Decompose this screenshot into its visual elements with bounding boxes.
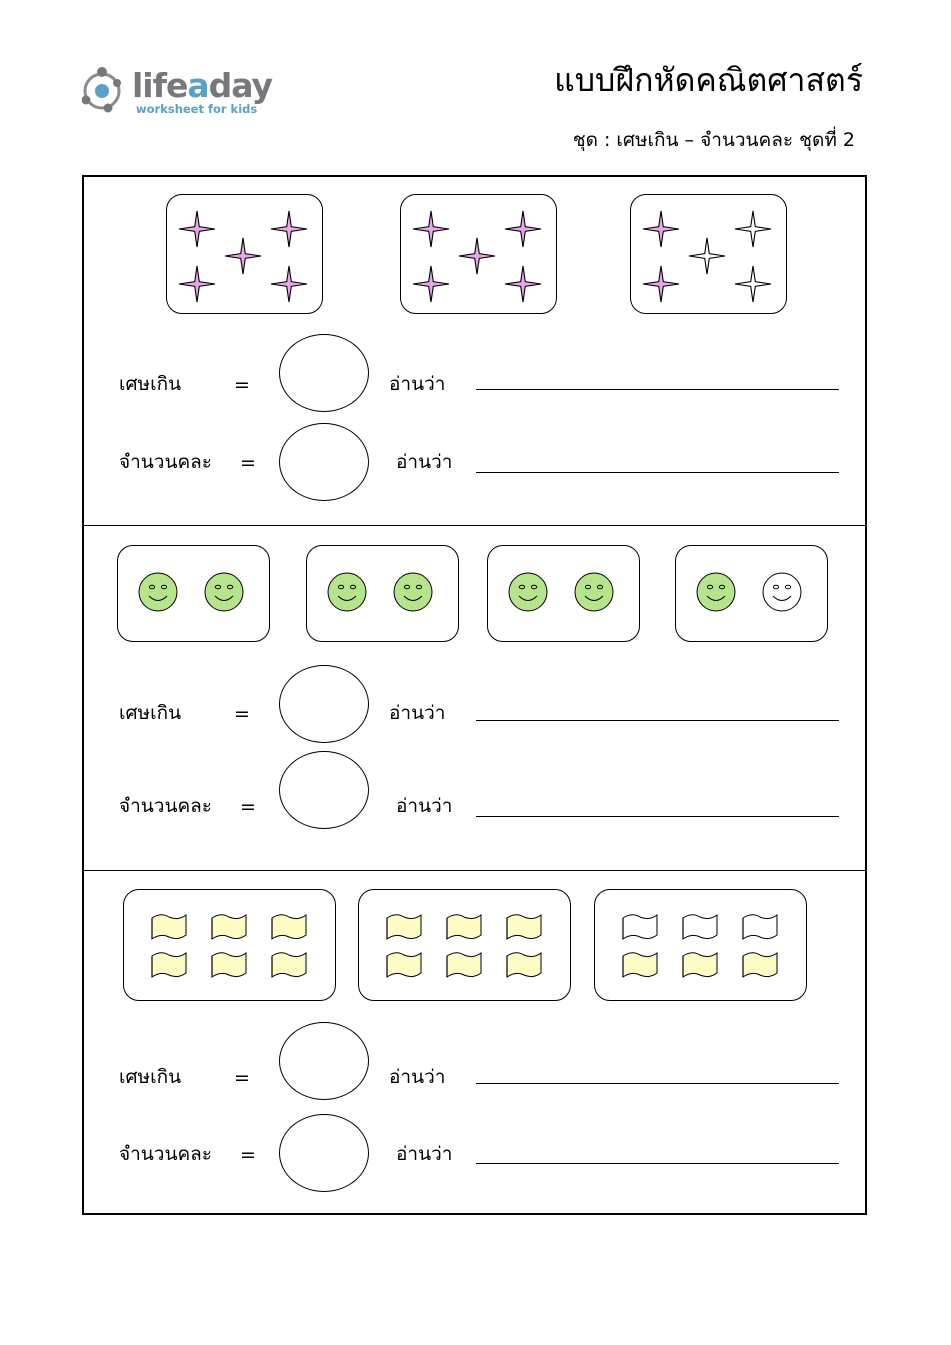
star-icon xyxy=(179,211,215,247)
logo-tagline: worksheet for kids xyxy=(136,102,258,116)
mixed-number-label: จำนวนคละ xyxy=(119,795,213,817)
flag-icon xyxy=(152,953,186,977)
answer-oval-mixed-number[interactable] xyxy=(279,1114,369,1192)
molecule-logo-icon xyxy=(82,64,132,114)
answer-oval-improper-fraction[interactable] xyxy=(279,1022,369,1100)
read-as-answer-line[interactable] xyxy=(476,1163,839,1164)
flag-icon xyxy=(447,915,481,939)
smiley-icon xyxy=(697,573,735,611)
read-as-answer-line[interactable] xyxy=(476,472,839,473)
smiley-icon xyxy=(328,573,366,611)
picture-group xyxy=(630,194,787,314)
star-icon xyxy=(735,211,771,247)
equals-sign: = xyxy=(234,374,250,396)
smiley-icon xyxy=(509,573,547,611)
equals-sign: = xyxy=(234,1067,250,1089)
star-icon xyxy=(271,266,307,302)
section-divider xyxy=(84,870,865,871)
read-as-label: อ่านว่า xyxy=(389,702,446,724)
logo-wordmark: lifeaday xyxy=(132,66,273,105)
flag-icon xyxy=(272,953,306,977)
picture-group xyxy=(117,545,270,642)
star-icon xyxy=(505,266,541,302)
page-subtitle: ชุด : เศษเกิน – จำนวนคละ ชุดที่ 2 xyxy=(572,129,855,151)
read-as-label: อ่านว่า xyxy=(396,451,453,473)
answer-oval-mixed-number[interactable] xyxy=(279,423,369,501)
smiley-icon xyxy=(575,573,613,611)
star-icon xyxy=(271,211,307,247)
answer-oval-mixed-number[interactable] xyxy=(279,751,369,829)
read-as-label: อ่านว่า xyxy=(396,795,453,817)
smiley-icon xyxy=(394,573,432,611)
read-as-answer-line[interactable] xyxy=(476,389,839,390)
picture-group xyxy=(400,194,557,314)
flag-icon xyxy=(683,915,717,939)
picture-group xyxy=(594,889,807,1001)
picture-group xyxy=(487,545,640,642)
star-icon xyxy=(459,238,495,274)
flag-icon xyxy=(152,915,186,939)
worksheet-frame xyxy=(82,175,867,1215)
flag-icon xyxy=(683,953,717,977)
picture-group xyxy=(675,545,828,642)
flag-icon xyxy=(507,953,541,977)
read-as-label: อ่านว่า xyxy=(389,373,446,395)
section-divider xyxy=(84,525,865,526)
lifeaday-logo xyxy=(82,62,272,122)
picture-group xyxy=(306,545,459,642)
star-icon xyxy=(225,238,261,274)
read-as-answer-line[interactable] xyxy=(476,720,839,721)
flag-icon xyxy=(743,915,777,939)
answer-oval-improper-fraction[interactable] xyxy=(279,334,369,412)
improper-fraction-label: เศษเกิน xyxy=(119,373,182,395)
answer-oval-improper-fraction[interactable] xyxy=(279,665,369,743)
equals-sign: = xyxy=(240,1144,256,1166)
read-as-answer-line[interactable] xyxy=(476,1083,839,1084)
star-icon xyxy=(505,211,541,247)
read-as-label: อ่านว่า xyxy=(396,1143,453,1165)
flag-icon xyxy=(387,953,421,977)
flag-icon xyxy=(447,953,481,977)
star-icon xyxy=(413,211,449,247)
improper-fraction-label: เศษเกิน xyxy=(119,702,182,724)
page-title: แบบฝึกหัดคณิตศาสตร์ xyxy=(554,61,863,99)
flag-icon xyxy=(272,915,306,939)
flag-icon xyxy=(212,915,246,939)
star-icon xyxy=(179,266,215,302)
read-as-label: อ่านว่า xyxy=(389,1066,446,1088)
flag-icon xyxy=(623,953,657,977)
mixed-number-label: จำนวนคละ xyxy=(119,1143,213,1165)
picture-group xyxy=(123,889,336,1001)
star-icon xyxy=(643,266,679,302)
smiley-icon xyxy=(763,573,801,611)
picture-group xyxy=(358,889,571,1001)
star-icon xyxy=(735,266,771,302)
smiley-icon xyxy=(205,573,243,611)
read-as-answer-line[interactable] xyxy=(476,816,839,817)
picture-group xyxy=(166,194,323,314)
flag-icon xyxy=(387,915,421,939)
mixed-number-label: จำนวนคละ xyxy=(119,451,213,473)
star-icon xyxy=(689,238,725,274)
star-icon xyxy=(643,211,679,247)
star-icon xyxy=(413,266,449,302)
smiley-icon xyxy=(139,573,177,611)
equals-sign: = xyxy=(234,703,250,725)
flag-icon xyxy=(623,915,657,939)
equals-sign: = xyxy=(240,796,256,818)
flag-icon xyxy=(743,953,777,977)
improper-fraction-label: เศษเกิน xyxy=(119,1066,182,1088)
flag-icon xyxy=(212,953,246,977)
flag-icon xyxy=(507,915,541,939)
equals-sign: = xyxy=(240,452,256,474)
